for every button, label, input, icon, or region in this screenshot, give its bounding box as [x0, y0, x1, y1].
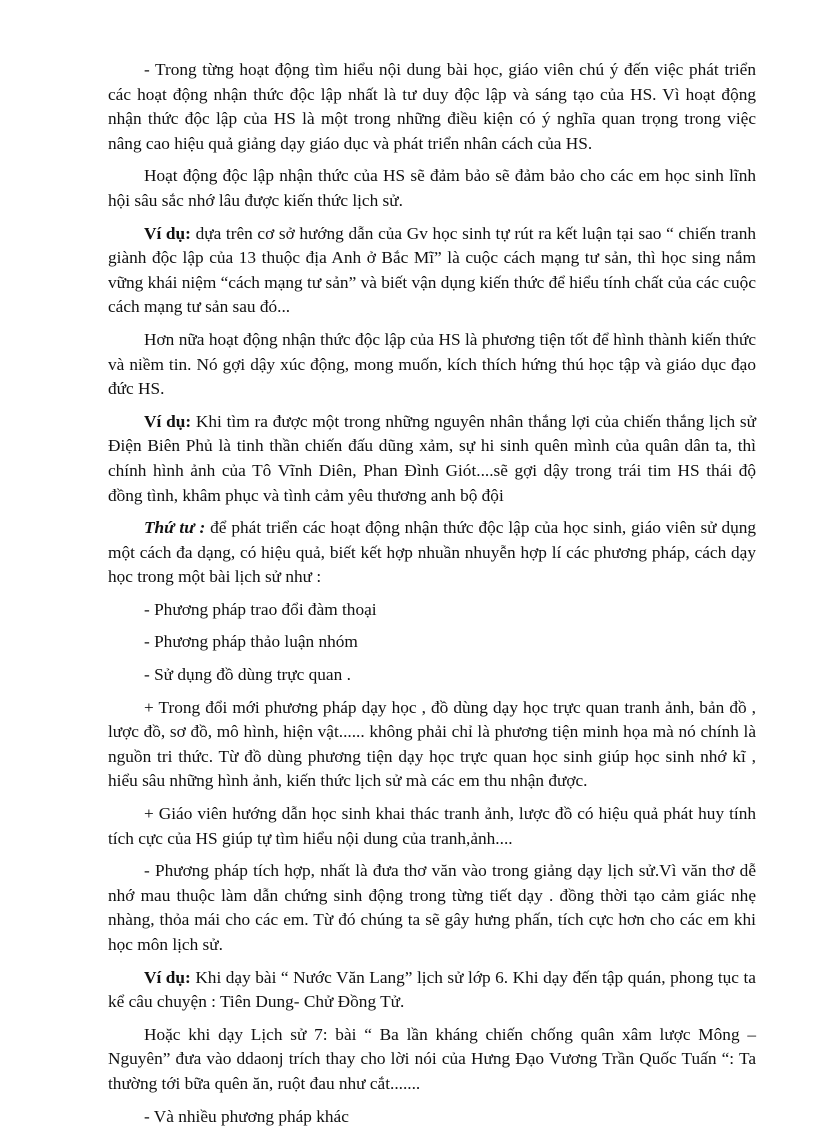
list-item: - Sử dụng đồ dùng trực quan .: [144, 665, 351, 685]
list-item: - Phương pháp thảo luận nhóm: [144, 632, 358, 652]
paragraph: Hoạt động độc lập nhận thức của HS sẽ đảm bảo sẽ đảm bảo cho các em học sinh lĩnh hội sâu sắc nhớ lâu được kiến thức lịch sử.: [108, 166, 756, 210]
list-item: - Và nhiều phương pháp khác: [144, 1106, 349, 1126]
paragraph: - Phương pháp tích hợp, nhất là đưa thơ văn vào trong giảng dạy lịch sử.Vì văn thơ dễ nhớ mau thuộc làm dẫn chứng sinh động trong từng tiết dạy . đồng thời tạo cảm giác nhẹ nhàng, thỏa mái cho các em. Từ đó chúng ta sẽ gây hưng phấn, tích cực hơn cho các em khi học môn lịch sử.: [108, 861, 756, 954]
paragraph: - Trong từng hoạt động tìm hiểu nội dung bài học, giáo viên chú ý đến việc phát triển các hoạt động nhận thức độc lập nhất là tư duy độc lập và sáng tạo của HS. Vì hoạt động nhận thức độc lập của HS là một trong những điều kiện có ý nghĩa quan trọng trong việc nâng cao hiệu quả giảng dạy giáo dục và phát triển nhân cách của HS.: [108, 60, 756, 153]
example-label: Ví dụ:: [144, 411, 192, 431]
section-paragraph: Thứ tư : để phát triển các hoạt động nhận thức độc lập của học sinh, giáo viên sử dụng một cách đa dạng, có hiệu quả, biết kết hợp nhuần nhuyễn hợp lí các phương pháp, cách dạy học trong một bài lịch sử như :: [108, 518, 757, 587]
paragraph: + Trong đổi mới phương pháp dạy học , đồ dùng dạy học trực quan tranh ảnh, bản đồ , lược đồ, sơ đồ, mô hình, hiện vật...... không phải chỉ là phương tiện minh họa mà nó chính là nguồn tri thức. Từ đồ dùng phương tiện dạy học trực quan học sinh giúp học sinh nhớ kĩ , hiểu sâu những hình ảnh, kiến thức lịch sử mà các em thu nhận được.: [108, 697, 756, 791]
paragraph: Hơn nữa hoạt động nhận thức độc lập của HS là phương tiện tốt để hình thành kiến thức và niềm tin. Nó gợi dậy xúc động, mong muốn, kích thích hứng thú học tập và giáo dục đạo đức HS.: [108, 329, 756, 399]
example-paragraph: Ví dụ: Khi tìm ra được một trong những nguyên nhân thắng lợi của chiến thắng lịch sử Điện Biên Phủ là tinh thần chiến đấu dũng xảm, sự hi sinh quên mình của quân dân ta, thì chính hình ảnh của Tô Vĩnh Diên, Phan Đình Giót....sẽ gợi dậy trong trái tim HS thái độ đồng tình, khâm phục và tình cảm yêu thương anh bộ đội: [108, 411, 756, 505]
paragraph: + Giáo viên hướng dẫn học sinh khai thác tranh ảnh, lược đồ có hiệu quả phát huy tính tích cực của HS giúp tự tìm hiểu nội dung của tranh,ảnh....: [108, 804, 756, 848]
example-paragraph: Ví dụ: Khi dạy bài “ Nước Văn Lang” lịch sử lớp 6. Khi dạy đến tập quán, phong tục ta kể câu chuyện : Tiên Dung- Chử Đồng Tử.: [108, 967, 756, 1012]
example-paragraph: Ví dụ: dựa trên cơ sở hướng dẫn của Gv học sinh tự rút ra kết luận tại sao “ chiến tranh giành độc lập của 13 thuộc địa Anh ở Bắc Mĩ” là cuộc cách mạng tư sản, thì học sing nắm vững khái niệm “cách mạng tư sản” và biết vận dụng kiến thức để hiểu tính chất của các cuộc cách mạng tư sản sau đó...: [108, 223, 756, 317]
document-page: [108, 58, 756, 1129]
list-item: - Phương pháp trao đổi đàm thoại: [144, 599, 377, 619]
example-label: Ví dụ:: [144, 967, 191, 987]
example-label: Ví dụ:: [144, 223, 191, 243]
section-label: Thứ tư :: [144, 518, 206, 538]
paragraph: Hoặc khi dạy Lịch sử 7: bài “ Ba lần kháng chiến chống quân xâm lược Mông –Nguyên” đưa vào ddaonj trích thay cho lời nói của Hưng Đạo Vương Trần Quốc Tuấn “: Ta thường tới bữa quên ăn, ruột đau như cắt.......: [108, 1024, 756, 1093]
